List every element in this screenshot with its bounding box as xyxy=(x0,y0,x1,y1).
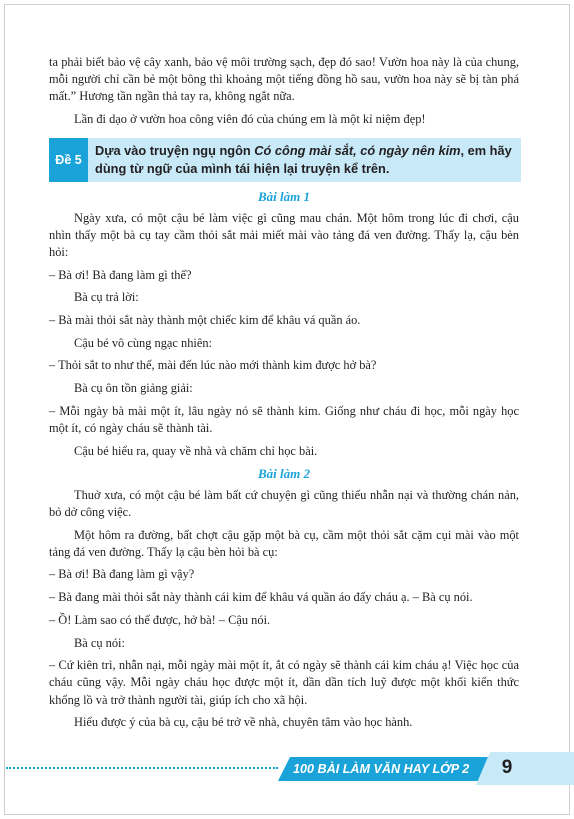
bai-lam-1-paragraph: Bà cụ trả lời: xyxy=(74,290,139,305)
bai-lam-2-paragraph: Hiểu được ý của bà cụ, cậu bé trở về nhà, chuyên tâm vào học hành. xyxy=(74,715,413,730)
bai-lam-1-paragraph: Cậu bé vô cùng ngạc nhiên: xyxy=(74,335,212,350)
bai-lam-1-paragraph: Bà cụ ôn tồn giảng giải: xyxy=(74,381,193,396)
footer-page-number-box xyxy=(476,752,574,785)
bai-lam-1-paragraph: – Bà mài thỏi sắt này thành một chiếc kim để khâu vá quần áo. xyxy=(49,313,361,328)
bai-lam-1-paragraph: Cậu bé hiểu ra, quay về nhà và chăm chỉ học bài. xyxy=(74,443,318,458)
intro-paragraph: Lần đi dạo ở vườn hoa công viên đó của chúng em là một kỉ niệm đẹp! xyxy=(74,112,426,127)
bai-lam-2-paragraph: Thuở xưa, có một cậu bé làm bất cứ chuyện gì cũng thiếu nhẫn nại và thường chán nản, bỏ dở công việc. xyxy=(49,487,519,519)
footer-dotted-line xyxy=(6,767,278,769)
footer-book-title: 100 BÀI LÀM VĂN HAY LỚP 2 xyxy=(293,762,470,776)
de-5-label: Đề 5 xyxy=(49,138,88,182)
bai-lam-2-paragraph: – Cứ kiên trì, nhẫn nại, mỗi ngày mài một ít, ắt có ngày sẽ thành cái kim cháu ạ! Việc học của cháu cũng vậy. Mỗi ngày cháu học được một ít, dần dần tích luỹ được một khối kiến thức khổng lồ và trở thành người tài, giúp ích cho xã hội. xyxy=(49,658,519,707)
bai-lam-2-paragraph: – Ồ! Làm sao có thể được, hở bà! – Cậu nói. xyxy=(49,612,271,627)
bai-lam-2-title: Bài làm 2 xyxy=(257,466,310,482)
bai-lam-1-title: Bài làm 1 xyxy=(257,189,310,205)
bai-lam-2-paragraph: Bà cụ nói: xyxy=(74,635,125,650)
bai-lam-2-paragraph: – Bà ơi! Bà đang làm gì vậy? xyxy=(49,567,195,582)
bai-lam-1-paragraph: – Mỗi ngày bà mài một ít, lâu ngày nó sẽ thành kim. Giống như cháu đi học, mỗi ngày học một ít, có ngày cháu sẽ thành tài. xyxy=(49,403,519,436)
de-5-text-before: Dựa vào truyện ngụ ngôn xyxy=(95,143,255,159)
bai-lam-1-paragraph: Ngày xưa, có một cậu bé làm việc gì cũng mau chán. Một hôm trong lúc đi chơi, cậu nhìn thấy một bà cụ tay cầm thỏi sắt mải miết mài vào tảng đá ven đường. Thấy lạ, cậu bèn hỏi: xyxy=(49,210,519,259)
de-5-prompt xyxy=(88,138,521,182)
bai-lam-2-paragraph: – Bà đang mài thỏi sắt này thành cái kim để khâu vá quần áo đấy cháu ạ. – Bà cụ nói. xyxy=(49,590,473,605)
bai-lam-1-paragraph: – Bà ơi! Bà đang làm gì thế? xyxy=(49,267,192,282)
de-5-story-title: Có công mài sắt, có ngày nên kim xyxy=(254,143,461,159)
page-content xyxy=(49,54,519,737)
intro-paragraph: ta phải biết bảo vệ cây xanh, bảo vệ môi trường sạch, đẹp đó sao! Vườn hoa này là của chung, mỗi người chỉ cần bẻ một bông thì khoảng một tiếng đồng hồ sau, vườn hoa này sẽ bị tàn phá mất.” Hương tần ngần thả tay ra, không ngắt nữa. xyxy=(49,55,519,104)
page-number: 9 xyxy=(501,757,513,778)
bai-lam-1-paragraph: – Thỏi sắt to như thế, mài đến lúc nào mới thành kim được hở bà? xyxy=(49,358,377,373)
de-5-box xyxy=(49,138,521,182)
de-5-text-after: , em hãy dùng từ ngữ của mình tái hiện lại truyện kể trên. xyxy=(95,143,512,176)
bai-lam-2-paragraph: Một hôm ra đường, bất chợt cậu gặp một bà cụ, cầm một thỏi sắt cặm cụi mài vào một tảng đá ven đường. Thấy lạ cậu bèn hỏi bà cụ: xyxy=(49,527,519,559)
